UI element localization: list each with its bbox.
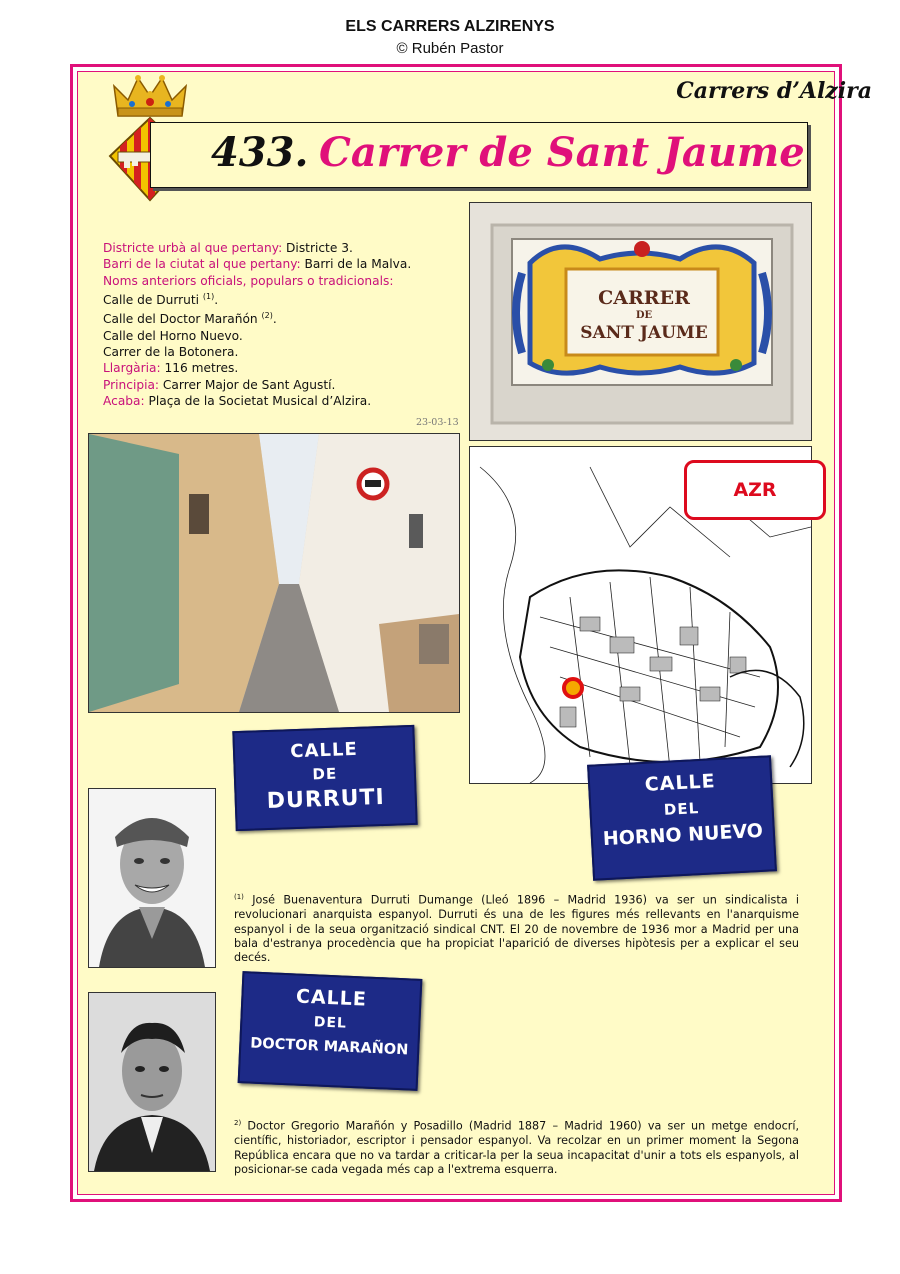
document-title: ELS CARRERS ALZIRENYS xyxy=(345,18,555,35)
previous-name-1: Calle de Durruti xyxy=(103,292,200,307)
footnote-1 xyxy=(234,890,799,966)
footnote-2 xyxy=(234,1116,799,1177)
length-label: Llargària: xyxy=(103,361,161,376)
sign-horno-line2: DEL xyxy=(663,799,700,819)
street-number: 433. xyxy=(211,129,309,176)
previous-name-3: Calle del Horno Nuevo. xyxy=(103,328,243,343)
azr-badge: AZR xyxy=(684,460,826,520)
footnote-1-ref: (1) xyxy=(234,893,244,901)
end-value: Plaça de la Societat Musical d’Alzira. xyxy=(148,393,372,408)
barri-label: Barri de la ciutat al que pertany: xyxy=(103,257,301,272)
sign-maranon-line3: DOCTOR MARAÑON xyxy=(249,1035,409,1059)
crown-icon xyxy=(114,75,186,116)
street-photo xyxy=(88,433,460,713)
street-title-box xyxy=(150,122,808,188)
footnote-2-ref: 2) xyxy=(234,1119,242,1127)
photo-date: 23-03-13 xyxy=(416,417,459,428)
sign-durruti-line2: DE xyxy=(312,764,338,784)
copyright: © Rubén Pastor xyxy=(396,40,504,57)
previous-name-4: Carrer de la Botonera. xyxy=(103,344,239,359)
footnote-2-text: Doctor Gregorio Marañón y Posadillo (Madrid 1887 – Madrid 1960) va ser un metge endocrí, científic, historiador, escriptor i pensador espanyol. Va recolzar en un primer moment la Segona República encara que no va tardar a criticar-la per la seua incapacitat d'unir a tots els espanyols, al posicionar-se cada vegada més cap a l'extrema esquerra. xyxy=(234,1119,799,1176)
location-marker-icon xyxy=(564,679,582,697)
sign-horno-line3: HORNO NUEVO xyxy=(602,819,764,851)
sign-maranon-line2: DEL xyxy=(313,1014,348,1032)
length-value: 116 metres. xyxy=(164,361,239,376)
district-label: Districte urbà al que pertany: xyxy=(103,241,283,255)
maranon-portrait xyxy=(88,992,216,1172)
sign-horno-nuevo xyxy=(587,755,777,880)
tile-sign-line2: DE xyxy=(635,310,653,321)
previous-name-2: Calle del Doctor Marañón xyxy=(103,312,258,327)
start-label: Principia: xyxy=(103,377,160,392)
tile-sign-line1: CARRER xyxy=(598,287,690,309)
sign-doctor-maranon xyxy=(238,971,423,1091)
end-label: Acaba: xyxy=(103,393,145,408)
tile-sign-photo xyxy=(469,202,812,441)
barri-value: Barri de la Malva. xyxy=(304,257,412,272)
sign-durruti-line1: CALLE xyxy=(289,738,359,763)
durruti-portrait xyxy=(88,788,216,968)
previous-names-label: Noms anteriors oficials, populars o tradicionals: xyxy=(103,273,394,288)
footnote-ref-2: (2) xyxy=(261,311,273,321)
footnote-ref-1: (1) xyxy=(202,291,215,301)
start-value: Carrer Major de Sant Agustí. xyxy=(162,377,336,392)
street-info: Districte urbà al que pertany: Districte 3. Barri de la ciutat al que pertany: Barri de la Malva. Noms anteriors oficials, populars o tradicionals: Calle de Durruti $^{(1)}$. Calle del Doctor Marañón $^{(2)}$. Calle del Horno Nuevo. Carrer de la Botonera. Llargària: 116 metres. Principia: Carrer Major de Sant Agustí. Acaba: Plaça de la Societat Musical d’Alzira. xyxy=(103,240,463,409)
sign-durruti-line3: DURRUTI xyxy=(266,784,386,815)
sign-durruti xyxy=(232,725,417,831)
section-label: Carrers d’Alzira xyxy=(676,78,872,104)
street-name: Carrer de Sant Jaume xyxy=(319,129,805,176)
footnote-1-text: José Buenaventura Durruti Dumange (Lleó 1896 – Madrid 1936) va ser un sindicalista i revolucionari anarquista espanyol. Durruti és una de les figures més rellevants en l'anarquisme espanyol i de la seua organització sindical CNT. El 20 de novembre de 1936 mor a Madrid per una bala d'estranya procedència que ha propiciat l'aparició de diverses hipòtesis per a explicar el seu decés. xyxy=(234,893,799,965)
tile-sign-line3: SANT JAUME xyxy=(580,323,708,343)
sign-maranon-line1: CALLE xyxy=(295,985,368,1011)
sign-horno-line1: CALLE xyxy=(644,770,717,796)
district-value: Districte 3. xyxy=(286,241,353,255)
